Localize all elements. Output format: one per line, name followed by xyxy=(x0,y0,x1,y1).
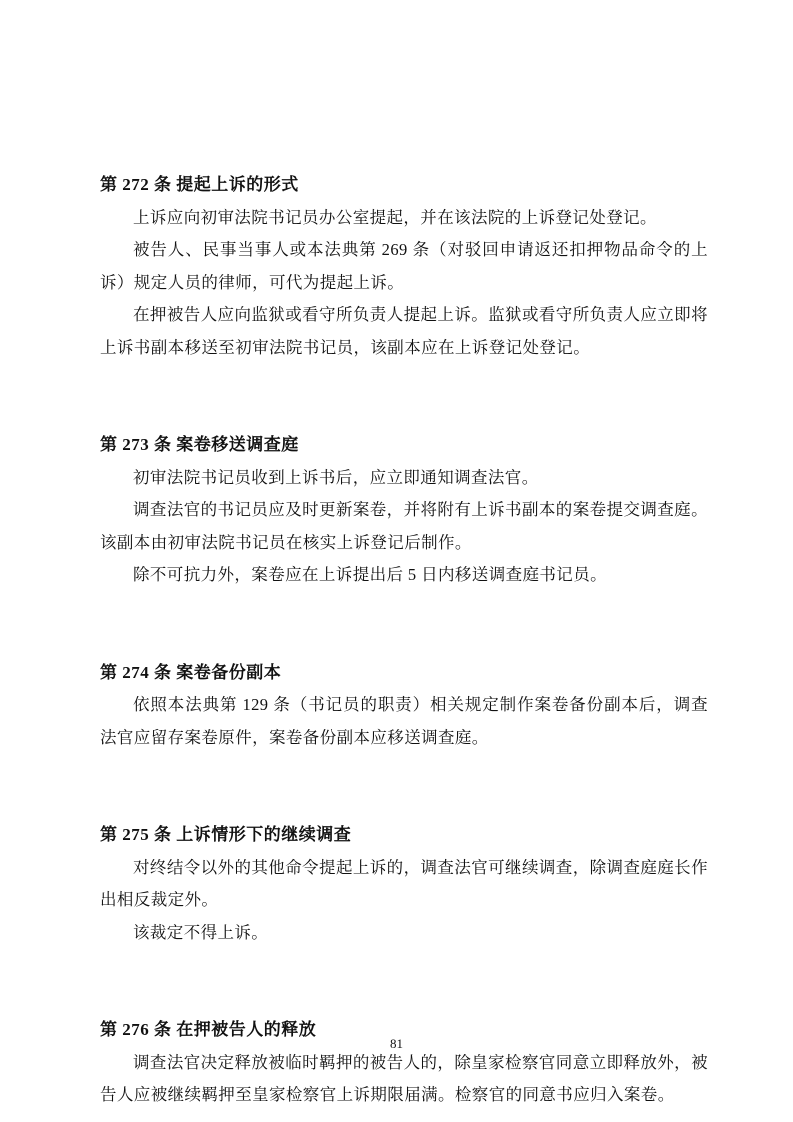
article-section-272 xyxy=(100,169,708,364)
article-heading: 第 273 条 案卷移送调查庭 xyxy=(100,435,299,454)
article-heading: 第 275 条 上诉情形下的继续调查 xyxy=(100,825,352,844)
article-section-275 xyxy=(100,819,708,949)
article-paragraph: 该裁定不得上诉。 xyxy=(133,922,269,942)
article-section-276 xyxy=(100,1014,708,1112)
article-heading: 第 274 条 案卷备份副本 xyxy=(100,662,282,682)
page-number: 81 xyxy=(390,1036,403,1051)
article-paragraph: 调查法官的书记员应及时更新案卷，并将附有上诉书副本的案卷提交调查庭。该副本由初审法院书记员在核实上诉登记后制作。 xyxy=(100,500,708,552)
page-content xyxy=(100,169,708,1112)
article-paragraph: 被告人、民事当事人或本法典第 269 条（对驳回申请返还扣押物品命令的上诉）规定人员的律师，可代为提起上诉。 xyxy=(100,240,708,292)
article-paragraph: 在押被告人应向监狱或看守所负责人提起上诉。监狱或看守所负责人应立即将上诉书副本移送至初审法院书记员，该副本应在上诉登记处登记。 xyxy=(100,305,708,357)
article-paragraph: 对终结令以外的其他命令提起上诉的，调查法官可继续调查，除调查庭庭长作出相反裁定外。 xyxy=(100,857,708,909)
article-paragraph: 初审法院书记员收到上诉书后，应立即通知调查法官。 xyxy=(133,467,539,487)
article-paragraph: 上诉应向初审法院书记员办公室提起，并在该法院的上诉登记处登记。 xyxy=(133,207,657,227)
article-paragraph: 调查法官决定释放被临时羁押的被告人的，除皇家检察官同意立即释放外，被告人应被继续羁押至皇家检察官上诉期限届满。检察官的同意书应归入案卷。 xyxy=(100,1052,708,1104)
article-section-273 xyxy=(100,429,708,592)
article-section-274 xyxy=(100,657,708,755)
article-heading: 第 272 条 提起上诉的形式 xyxy=(100,175,299,194)
article-heading: 第 276 条 在押被告人的释放 xyxy=(100,1020,317,1039)
article-paragraph: 除不可抗力外，案卷应在上诉提出后 5 日内移送调查庭书记员。 xyxy=(133,565,607,584)
article-paragraph: 依照本法典第 129 条（书记员的职责）相关规定制作案卷备份副本后，调查法官应留存案卷原件，案卷备份副本应移送调查庭。 xyxy=(100,695,708,747)
